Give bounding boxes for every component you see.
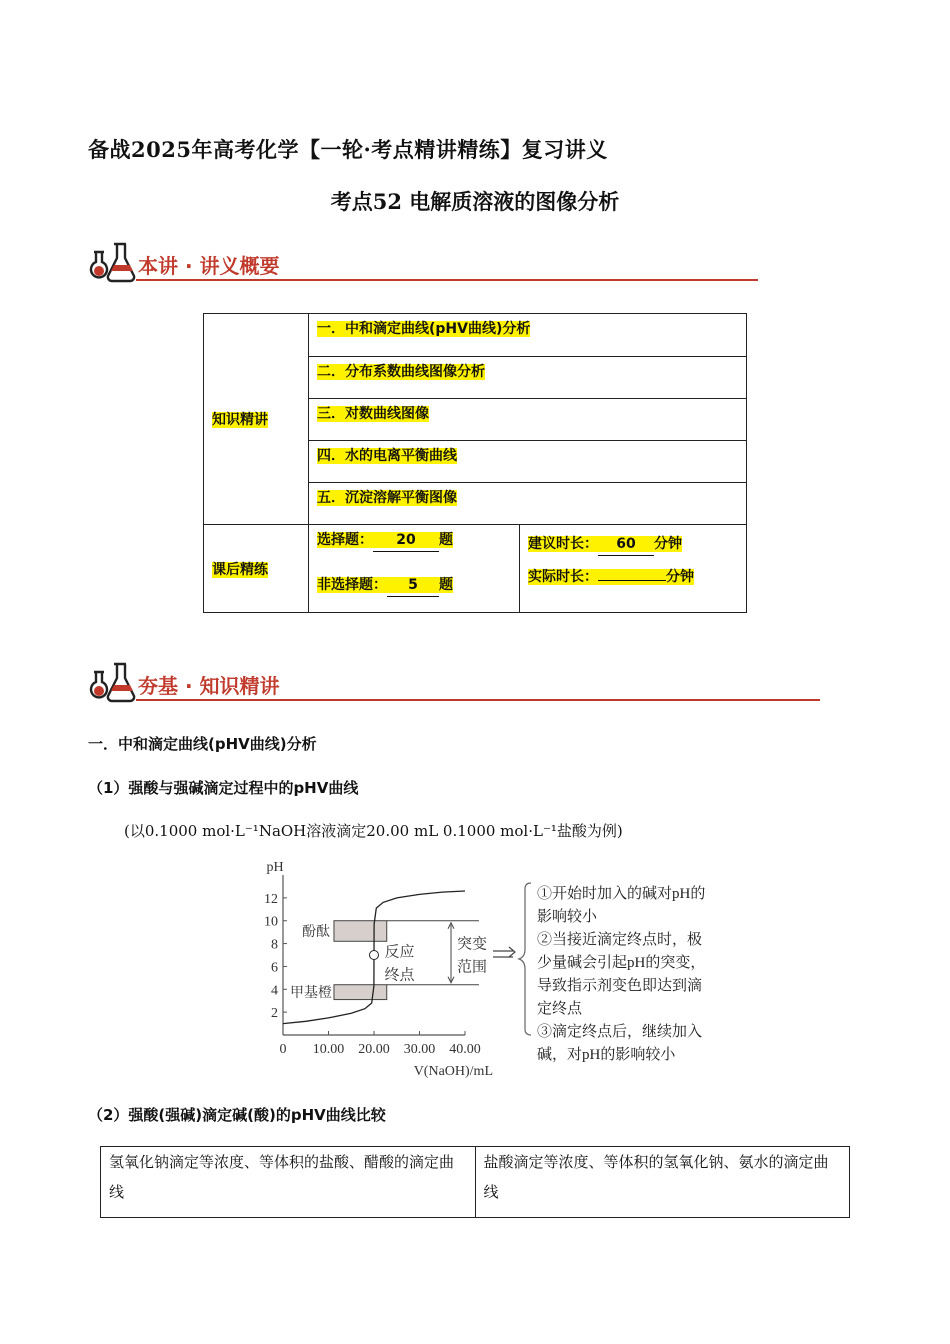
knowledge-cell — [204, 314, 309, 525]
overview-table — [203, 313, 747, 613]
heading-1: 一．中和滴定曲线(pHV曲线)分析 — [88, 735, 317, 753]
overview-item — [309, 399, 747, 441]
choice-prefix: 选择题： — [317, 532, 373, 548]
implies-arrow — [493, 947, 515, 957]
actual-value[interactable] — [598, 564, 666, 581]
overview-item — [309, 314, 747, 357]
x-tick-label: 20.00 — [358, 1042, 390, 1057]
actual-suffix: 分钟 — [666, 569, 694, 585]
overview-item — [309, 441, 747, 483]
section-rule — [136, 699, 820, 701]
choice-suffix: 题 — [439, 532, 453, 548]
suggest-suffix: 分钟 — [654, 536, 682, 552]
section-rule — [136, 279, 758, 281]
section-label: 夯基 · 知识精讲 — [138, 674, 280, 698]
practice-label: 课后精练 — [212, 561, 268, 578]
endpoint-label: 反应 — [384, 944, 415, 961]
section-header-knowledge — [88, 658, 820, 708]
overview-item — [309, 483, 747, 525]
overview-item — [309, 357, 747, 399]
question-count-cell — [309, 525, 520, 613]
flask-icon — [88, 658, 136, 704]
chart-note: ①开始时加入的碱对pH的 — [537, 886, 706, 902]
heading-1-1: （1）强酸与强碱滴定过程中的pHV曲线 — [88, 779, 359, 797]
jump-label: 范围 — [457, 959, 488, 976]
jump-label: 突变 — [457, 936, 488, 953]
heading-1-2: （2）强酸(强碱)滴定碱(酸)的pHV曲线比较 — [88, 1106, 386, 1124]
overview-item-text: 二．分布系数曲线图像分析 — [317, 364, 485, 380]
overview-item-text: 一．中和滴定曲线(pHV曲线)分析 — [317, 321, 531, 337]
y-axis-label: pH — [266, 860, 284, 875]
x-axis-label: V(NaOH)/mL — [413, 1064, 493, 1079]
titration-chart — [255, 855, 735, 1085]
overview-item-text: 四．水的电离平衡曲线 — [317, 448, 457, 464]
y-tick-label: 8 — [271, 937, 278, 953]
methyl-orange-label: 甲基橙 — [289, 986, 332, 1002]
y-tick-label: 12 — [264, 891, 278, 907]
y-tick-label: 6 — [271, 960, 278, 976]
comparison-right: 盐酸滴定等浓度、等体积的氢氧化钠、氨水的滴定曲线 — [475, 1147, 850, 1218]
phenolphthalein-range — [334, 921, 387, 942]
practice-cell — [204, 525, 309, 613]
example-note: (以0.1000 mol·L⁻¹NaOH溶液滴定20.00 mL 0.1000 mol·L⁻¹盐酸为例) — [124, 822, 623, 840]
nonchoice-prefix: 非选择题： — [317, 577, 387, 593]
brace — [519, 883, 531, 1035]
methyl-orange-range — [334, 985, 387, 1000]
x-tick-label: 0 — [279, 1042, 287, 1057]
section-header-overview — [88, 238, 758, 288]
overview-item-text: 五．沉淀溶解平衡图像 — [317, 490, 457, 506]
x-tick-label: 10.00 — [312, 1042, 345, 1057]
chart-note: 定终点 — [537, 1001, 583, 1017]
endpoint-label: 终点 — [384, 967, 415, 984]
knowledge-label: 知识精讲 — [212, 412, 268, 428]
flask-icon — [88, 238, 136, 284]
x-tick-label: 40.00 — [449, 1042, 481, 1057]
y-tick-label: 2 — [271, 1006, 278, 1022]
time-cell — [520, 525, 747, 613]
comparison-table — [100, 1146, 850, 1218]
choice-count: 20 — [373, 529, 439, 552]
equivalence-point — [370, 951, 379, 960]
overview-item-text: 三．对数曲线图像 — [317, 406, 429, 422]
suggest-value: 60 — [598, 533, 654, 556]
chart-note: ②当接近滴定终点时，极 — [537, 932, 703, 948]
y-tick-label: 4 — [271, 983, 278, 999]
chart-note: 影响较小 — [537, 909, 598, 925]
comparison-left: 氢氧化钠滴定等浓度、等体积的盐酸、醋酸的滴定曲线 — [101, 1147, 476, 1218]
doc-title: 备战2025年高考化学【一轮·考点精讲精练】复习讲义 — [88, 137, 608, 162]
nonchoice-count: 5 — [387, 574, 439, 597]
chart-note: 少量碱会引起pH的突变， — [537, 955, 706, 971]
phenolphthalein-label: 酚酞 — [301, 925, 330, 940]
x-tick-label: 30.00 — [403, 1042, 436, 1057]
nonchoice-suffix: 题 — [439, 577, 453, 593]
suggest-prefix: 建议时长： — [528, 536, 598, 552]
section-label: 本讲 · 讲义概要 — [138, 254, 280, 278]
actual-prefix: 实际时长： — [528, 569, 598, 585]
chart-note: ③滴定终点后，继续加入 — [537, 1024, 703, 1040]
doc-subtitle: 考点52 电解质溶液的图像分析 — [330, 189, 620, 214]
chart-note: 导致指示剂变色即达到滴 — [537, 978, 703, 994]
chart-note: 碱，对pH的影响较小 — [537, 1047, 676, 1063]
y-tick-label: 10 — [264, 914, 278, 930]
